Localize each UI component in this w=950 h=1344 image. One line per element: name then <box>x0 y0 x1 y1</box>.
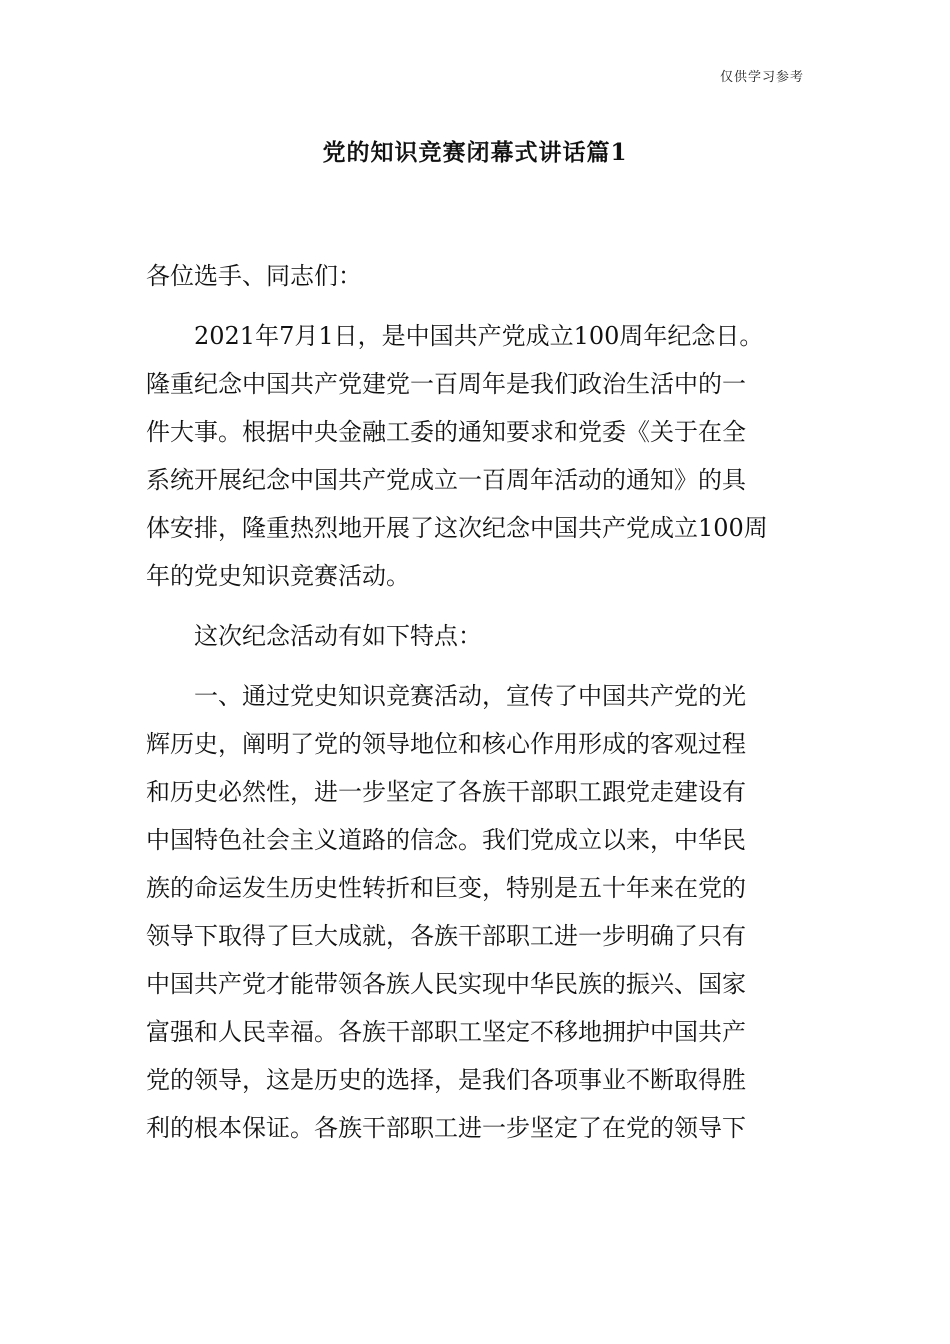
paragraph-line: 族的命运发生历史性转折和巨变，特别是五十年来在党的 <box>146 874 746 902</box>
paragraph-line: 隆重纪念中国共产党建党一百周年是我们政治生活中的一 <box>146 370 746 398</box>
paragraph-line: 年的党史知识竞赛活动。 <box>146 562 410 590</box>
header-note: 仅供学习参考 <box>719 70 804 85</box>
paragraph-line: 领导下取得了巨大成就，各族干部职工进一步明确了只有 <box>146 922 746 950</box>
paragraph-2 <box>146 612 810 660</box>
paragraph-gap <box>146 660 810 672</box>
document-body <box>146 252 810 1152</box>
paragraph-line: 这次纪念活动有如下特点： <box>146 622 482 650</box>
paragraph-line: 利的根本保证。各族干部职工进一步坚定了在党的领导下 <box>146 1114 746 1142</box>
paragraph-line: 件大事。根据中央金融工委的通知要求和党委《关于在全 <box>146 418 746 446</box>
salutation <box>146 252 810 300</box>
paragraph-line: 和历史必然性，进一步坚定了各族干部职工跟党走建设有 <box>146 778 746 806</box>
paragraph-line: 中国共产党才能带领各族人民实现中华民族的振兴、国家 <box>146 970 746 998</box>
paragraph-gap <box>146 600 810 612</box>
paragraph-line: 富强和人民幸福。各族干部职工坚定不移地拥护中国共产 <box>146 1018 746 1046</box>
paragraph-gap <box>146 300 810 312</box>
paragraph-line: 辉历史，阐明了党的领导地位和核心作用形成的客观过程 <box>146 730 746 758</box>
paragraph-line: 体安排，隆重热烈地开展了这次纪念中国共产党成立100周 <box>146 514 768 542</box>
paragraph-line: 2021年7月1日，是中国共产党成立100周年纪念日。 <box>146 322 764 350</box>
paragraph-1 <box>146 312 810 600</box>
paragraph-3 <box>146 672 810 1152</box>
paragraph-line: 系统开展纪念中国共产党成立一百周年活动的通知》的具 <box>146 466 746 494</box>
paragraph-line: 一、通过党史知识竞赛活动，宣传了中国共产党的光 <box>146 682 746 710</box>
salutation-line: 各位选手、同志们： <box>146 262 362 290</box>
document-title: 党的知识竞赛闭幕式讲话篇1 <box>322 139 628 166</box>
paragraph-line: 中国特色社会主义道路的信念。我们党成立以来，中华民 <box>146 826 746 854</box>
paragraph-line: 党的领导，这是历史的选择，是我们各项事业不断取得胜 <box>146 1066 746 1094</box>
